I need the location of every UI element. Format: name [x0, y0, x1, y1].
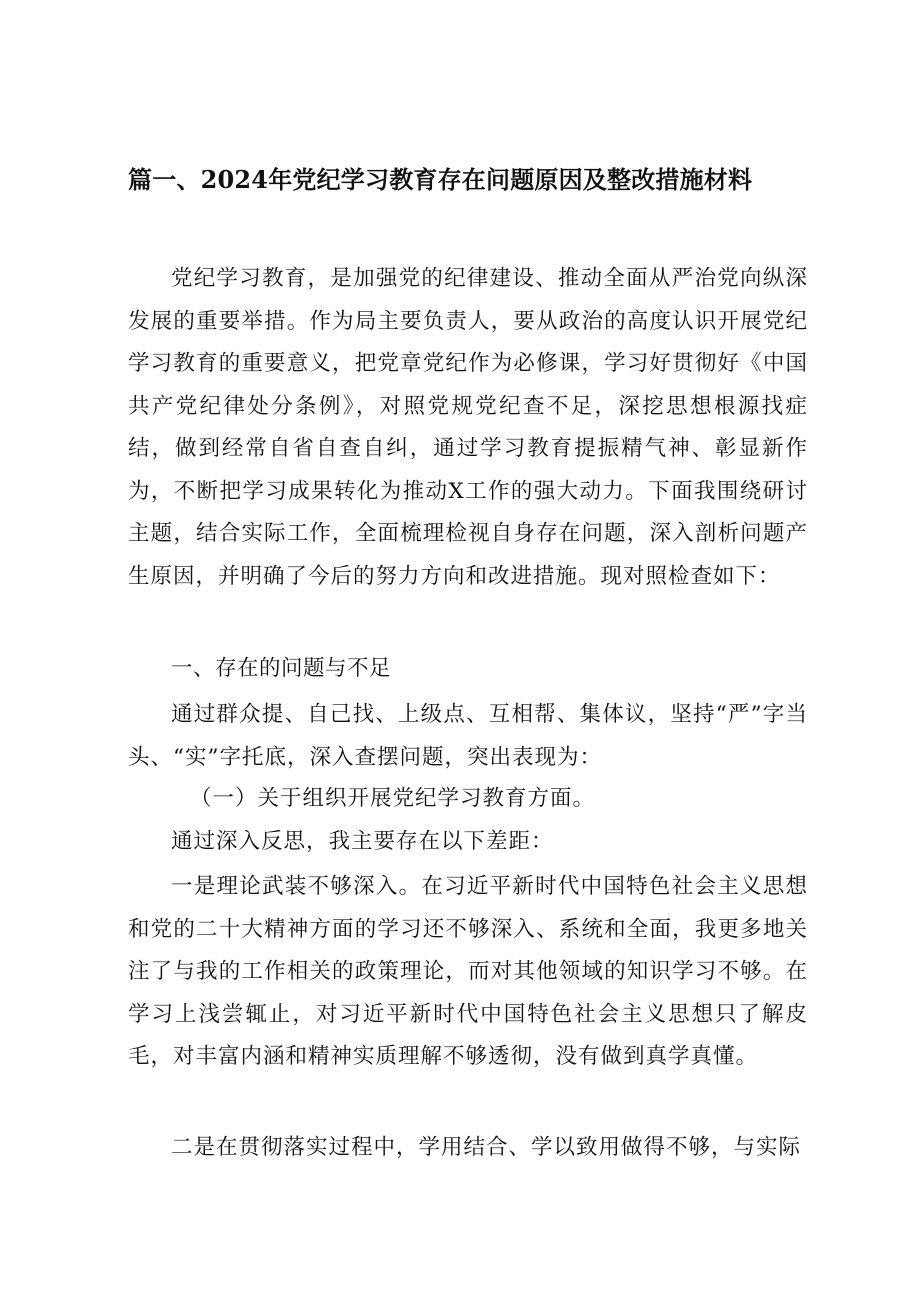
- section-intro-paragraph: 通过群众提、自己找、上级点、互相帮、集体议，坚持“严”字当头、“实”字托底，深入查摆问题，突出表现为：: [128, 702, 808, 770]
- document-title: 篇一、2024年党纪学习教育存在问题原因及整改措施材料: [128, 165, 753, 194]
- subsection-heading: （一）关于组织开展党纪学习教育方面。: [190, 786, 596, 811]
- intro-paragraph: 党纪学习教育，是加强党的纪律建设、推动全面从严治党向纵深发展的重要举措。作为局主要负责人，要从政治的高度认识开展党纪学习教育的重要意义，把党章党纪作为必修课，学习好贯彻好《中国共产党纪律处分条例》，对照党规党纪查不足，深挖思想根源找症结，做到经常自省自查自纠，通过学习教育提振精气神、彰显新作为，不断把学习成果转化为推动X工作的强大动力。下面我围绕研讨主题，结合实际工作，全面梳理检视自身存在问题，深入剖析问题产生原因，并明确了今后的努力方向和改进措施。现对照检查如下：: [128, 266, 808, 589]
- point-one-paragraph: 一是理论武装不够深入。在习近平新时代中国特色社会主义思想和党的二十大精神方面的学习还不够深入、系统和全面，我更多地关注了与我的工作相关的政策理论，而对其他领域的知识学习不够。在学习上浅尝辄止，对习近平新时代中国特色社会主义思想只了解皮毛，对丰富内涵和精神实质理解不够透彻，没有做到真学真懂。: [128, 874, 808, 1069]
- gap-intro-line: 通过深入反思，我主要存在以下差距：: [171, 829, 554, 854]
- point-two-paragraph: 二是在贯彻落实过程中，学用结合、学以致用做得不够，与实际: [171, 1135, 802, 1160]
- section-heading-problems: 一、存在的问题与不足: [171, 656, 392, 681]
